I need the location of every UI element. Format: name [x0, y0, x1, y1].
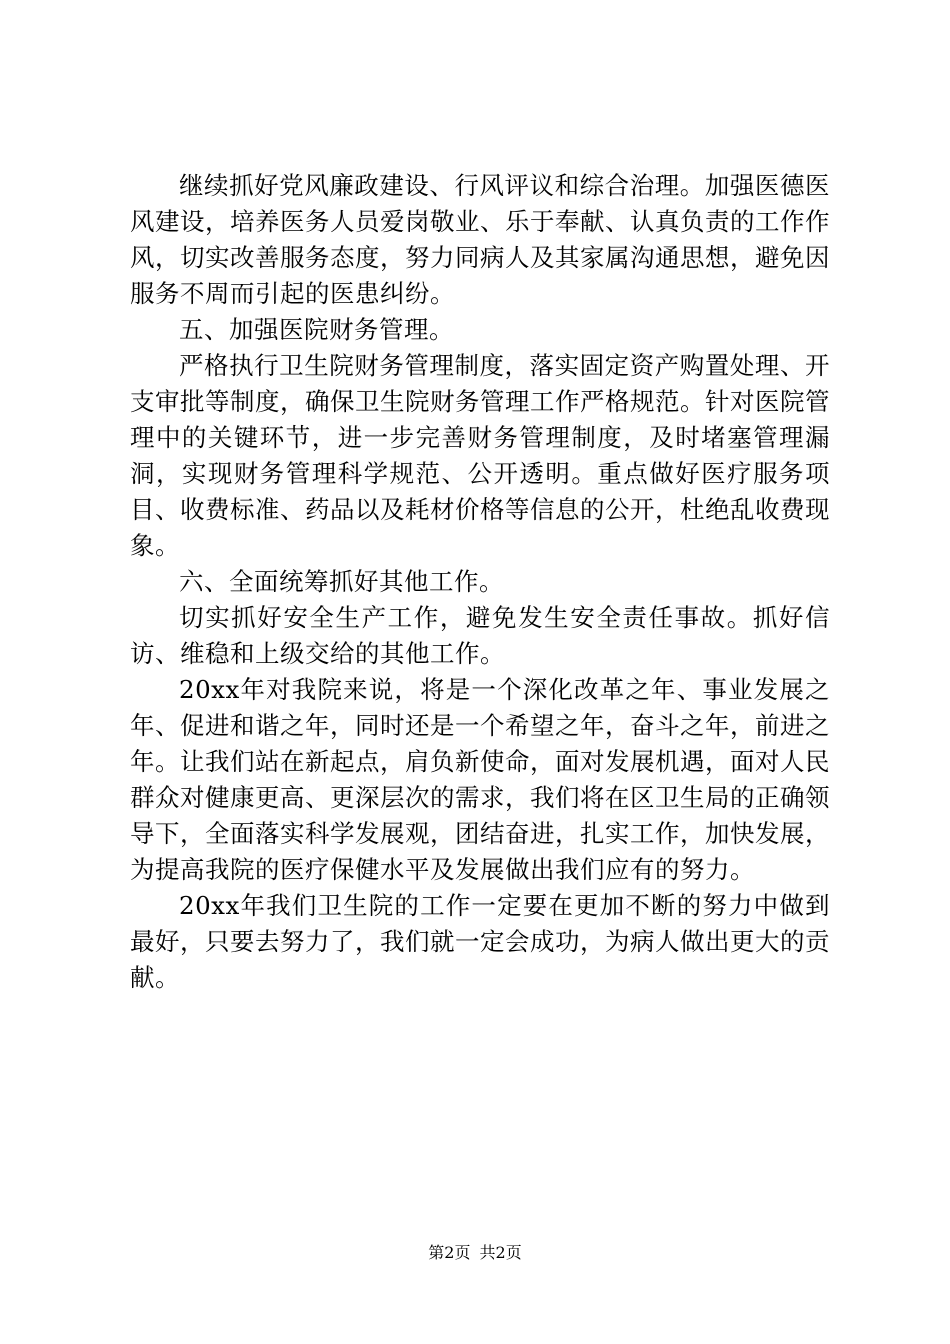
paragraph-party-conduct: 继续抓好党风廉政建设、行风评议和综合治理。加强医德医风建设，培养医务人员爱岗敬业、乐于奉献、认真负责的工作作风，切实改善服务态度，努力同病人及其家属沟通思想，避免因服务不周而引起的医患纠纷。 — [130, 171, 830, 308]
page-footer — [0, 1243, 950, 1263]
page-total: 共2页 — [479, 1243, 522, 1262]
document-body — [130, 168, 830, 996]
page-number: 第2页 — [428, 1243, 471, 1262]
paragraph-closing: 20xx年我们卫生院的工作一定要在更加不断的努力中做到最好，只要去努力了，我们就一定会成功，为病人做出更大的贡献。 — [130, 891, 830, 992]
paragraph-year-outlook: 20xx年对我院来说，将是一个深化改革之年、事业发展之年、促进和谐之年，同时还是一个希望之年，奋斗之年，前进之年。让我们站在新起点，肩负新使命，面对发展机遇，面对人民群众对健康更高、更深层次的需求，我们将在区卫生局的正确领导下，全面落实科学发展观，团结奋进，扎实工作，加快发展，为提高我院的医疗保健水平及发展做出我们应有的努力。 — [130, 675, 830, 884]
section-heading-other-work: 六、全面统筹抓好其他工作。 — [179, 567, 504, 596]
paragraph-safety-work: 切实抓好安全生产工作，避免发生安全责任事故。抓好信访、维稳和上级交给的其他工作。 — [130, 603, 830, 668]
paragraph-finance-management: 严格执行卫生院财务管理制度，落实固定资产购置处理、开支审批等制度，确保卫生院财务管理工作严格规范。针对医院管理中的关键环节，进一步完善财务管理制度，及时堵塞管理漏洞，实现财务管理科学规范、公开透明。重点做好医疗服务项目、收费标准、药品以及耗材价格等信息的公开，杜绝乱收费现象。 — [130, 351, 830, 560]
section-heading-finance: 五、加强医院财务管理。 — [179, 315, 454, 344]
